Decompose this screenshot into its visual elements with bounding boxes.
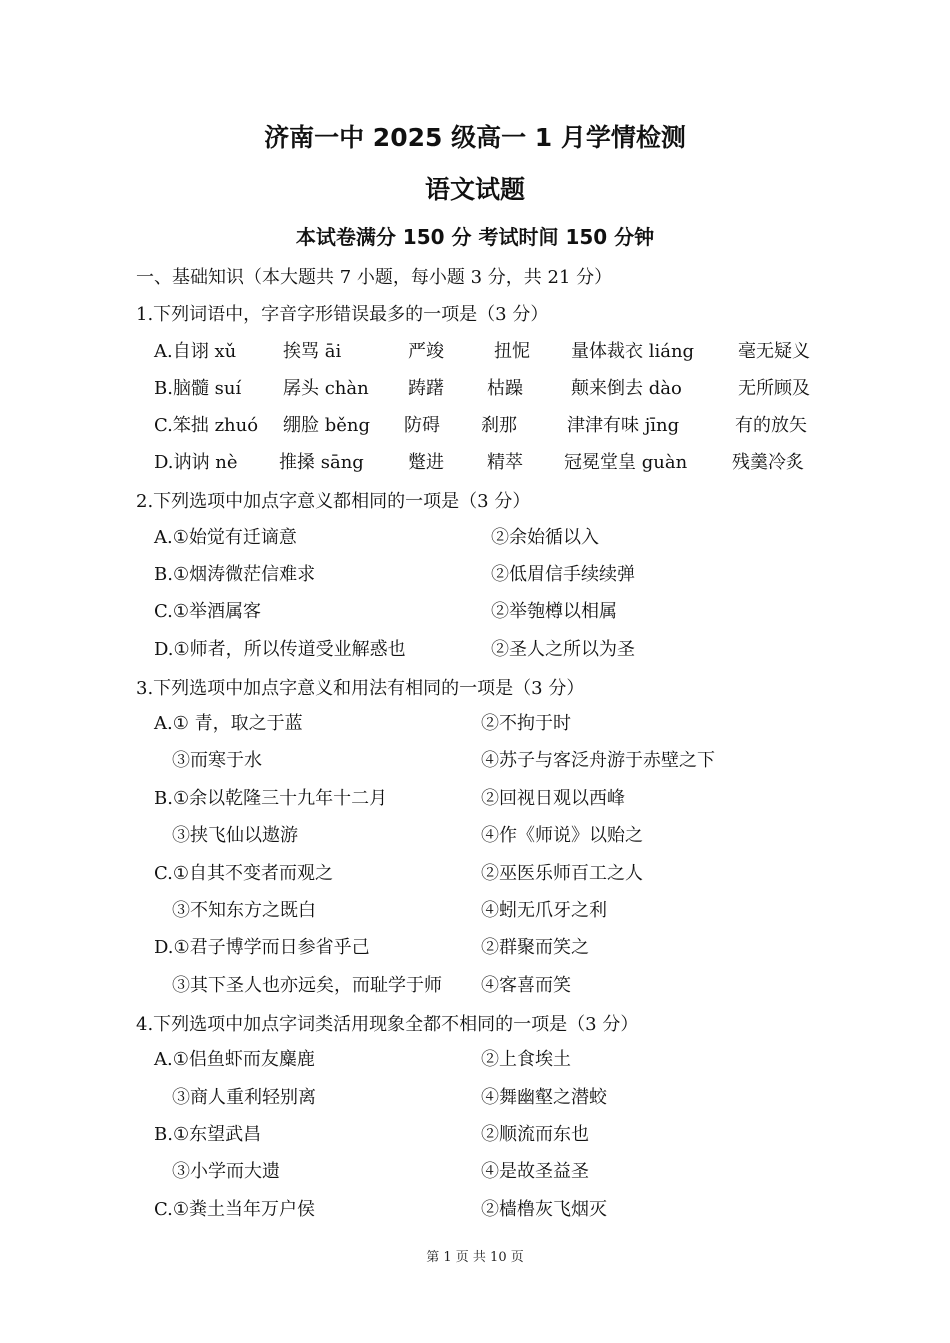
q1-option-a-word-2: 挨骂 āi <box>283 341 342 362</box>
q4-option-a-4: ④舞幽壑之潜蛟 <box>481 1087 607 1108</box>
q3-option-c-4: ④蚓无爪牙之利 <box>481 900 607 921</box>
page-number: 第 1 页 共 10 页 <box>426 1250 524 1265</box>
q3-option-c-2: ②巫医乐师百工之人 <box>481 863 643 884</box>
q1-option-c-word-1: C.笨拙 zhuó <box>154 415 259 436</box>
q1-option-a-word-6: 毫无疑义 <box>738 341 810 362</box>
q2-option-b-left: B.①烟涛微茫信难求 <box>154 564 316 585</box>
exam-title: 济南一中 2025 级高一 1 月学情检测 <box>264 123 686 152</box>
q1-option-d-word-6: 残羹冷炙 <box>732 452 804 473</box>
q1-option-b-word-3: 踌躇 <box>408 378 444 399</box>
q1-option-d-word-3: 蹩进 <box>408 452 444 473</box>
q3-option-a-1: A.① 青，取之于蓝 <box>154 713 303 734</box>
q3-option-b-3: ③挟飞仙以遨游 <box>172 825 298 846</box>
q1-option-d-word-1: D.讷讷 nè <box>154 452 238 473</box>
q2-option-d-left: D.①师者，所以传道受业解惑也 <box>154 639 406 660</box>
q3-option-d-2: ②群聚而笑之 <box>481 937 589 958</box>
q2-option-c-left: C.①举酒属客 <box>154 601 261 622</box>
question-1-stem: 1.下列词语中，字音字形错误最多的一项是（3 分） <box>136 304 549 325</box>
q4-option-b-4: ④是故圣益圣 <box>481 1161 589 1182</box>
q2-option-c-right: ②举匏樽以相属 <box>491 601 617 622</box>
q1-option-a-word-1: A.自诩 xǔ <box>154 341 237 362</box>
q1-option-b-word-1: B.脑髓 suí <box>154 378 242 399</box>
question-2-stem: 2.下列选项中加点字意义都相同的一项是（3 分） <box>136 491 531 512</box>
q3-option-c-1: C.①自其不变者而观之 <box>154 863 333 884</box>
q4-option-a-2: ②上食埃土 <box>481 1049 571 1070</box>
q1-option-a-word-5: 量体裁衣 liáng <box>571 341 695 362</box>
q3-option-b-1: B.①余以乾隆三十九年十二月 <box>154 788 388 809</box>
q1-option-d-word-5: 冠冕堂皇 guàn <box>564 452 688 473</box>
q3-option-b-2: ②回视日观以西峰 <box>481 788 625 809</box>
exam-info: 本试卷满分 150 分 考试时间 150 分钟 <box>295 225 655 249</box>
q3-option-a-4: ④苏子与客泛舟游于赤壁之下 <box>481 750 715 771</box>
q1-option-b-word-2: 孱头 chàn <box>283 378 369 399</box>
q1-option-a-word-3: 严竣 <box>408 341 444 362</box>
q1-option-c-word-5: 津津有味 jīng <box>567 415 680 436</box>
q3-option-b-4: ④作《师说》以贻之 <box>481 825 643 846</box>
question-4-stem: 4.下列选项中加点字词类活用现象全都不相同的一项是（3 分） <box>136 1014 639 1035</box>
q4-option-c-1: C.①粪土当年万户侯 <box>154 1199 315 1220</box>
q3-option-d-3: ③其下圣人也亦远矣，而耻学于师 <box>172 975 442 996</box>
q1-option-a-word-4: 扭怩 <box>494 341 530 362</box>
q4-option-b-2: ②顺流而东也 <box>481 1124 589 1145</box>
q4-option-c-2: ②樯橹灰飞烟灭 <box>481 1199 607 1220</box>
q4-option-b-3: ③小学而大遗 <box>172 1161 280 1182</box>
q4-option-b-1: B.①东望武昌 <box>154 1124 262 1145</box>
q1-option-c-word-4: 刹那 <box>481 415 517 436</box>
q1-option-b-word-4: 枯躁 <box>487 378 523 399</box>
q2-option-a-left: A.①始觉有迁谪意 <box>154 527 297 548</box>
q1-option-c-word-3: 防碍 <box>404 415 440 436</box>
q3-option-d-4: ④客喜而笑 <box>481 975 571 996</box>
q2-option-b-right: ②低眉信手续续弹 <box>491 564 635 585</box>
q3-option-d-1: D.①君子博学而日参省乎己 <box>154 937 370 958</box>
q4-option-a-3: ③商人重利轻别离 <box>172 1087 316 1108</box>
section-heading: 一、基础知识（本大题共 7 小题，每小题 3 分，共 21 分） <box>136 267 613 288</box>
q1-option-c-word-6: 有的放矢 <box>735 415 807 436</box>
q4-option-a-1: A.①侣鱼虾而友麋鹿 <box>154 1049 315 1070</box>
q1-option-b-word-6: 无所顾及 <box>738 378 810 399</box>
q1-option-c-word-2: 绷脸 běng <box>283 415 371 436</box>
q2-option-a-right: ②余始循以入 <box>491 527 599 548</box>
exam-subject: 语文试题 <box>424 175 525 204</box>
q1-option-d-word-2: 推搡 sāng <box>279 452 364 473</box>
question-3-stem: 3.下列选项中加点字意义和用法有相同的一项是（3 分） <box>136 678 585 699</box>
q3-option-a-2: ②不拘于时 <box>481 713 571 734</box>
q1-option-b-word-5: 颠来倒去 dào <box>571 378 682 399</box>
q3-option-c-3: ③不知东方之既白 <box>172 900 316 921</box>
q3-option-a-3: ③而寒于水 <box>172 750 262 771</box>
q2-option-d-right: ②圣人之所以为圣 <box>491 639 635 660</box>
q1-option-d-word-4: 精萃 <box>487 452 523 473</box>
